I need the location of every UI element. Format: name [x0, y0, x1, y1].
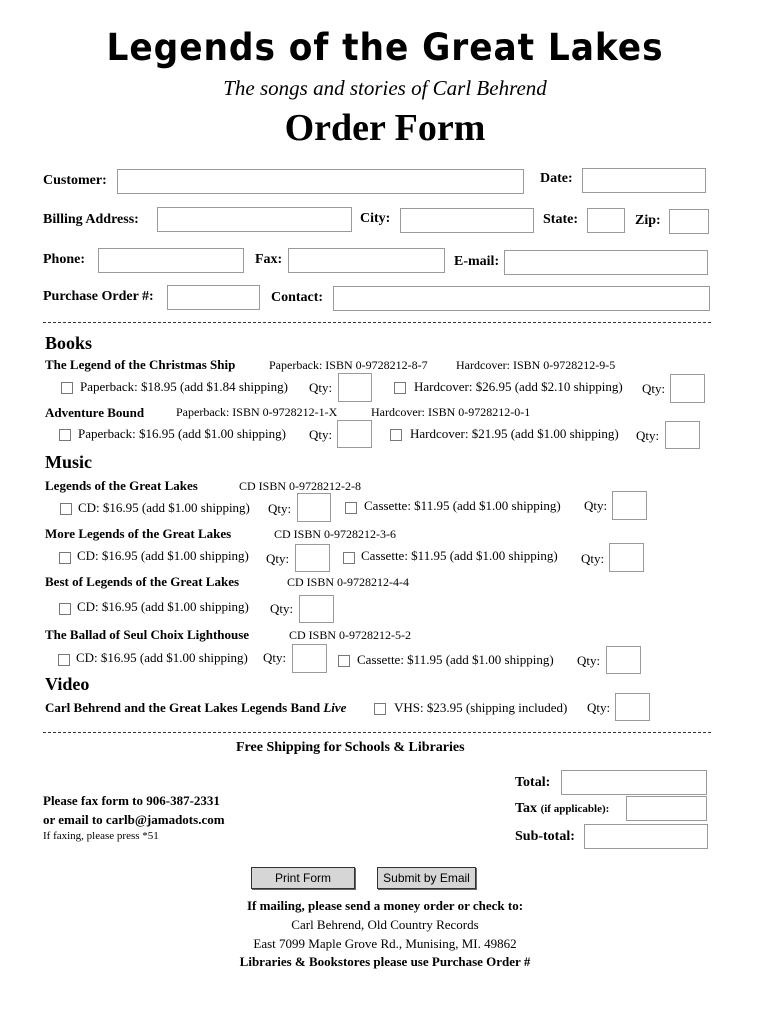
- purchase-order-label: Purchase Order #:: [43, 289, 154, 304]
- total-input[interactable]: [562, 771, 706, 794]
- state-label: State:: [543, 212, 578, 227]
- adventure-bound-hc-isbn: Hardcover: ISBN 0-9728212-0-1: [371, 405, 531, 419]
- qty-label: Qty:: [581, 551, 605, 566]
- best-legends-cd-qty[interactable]: [299, 595, 334, 623]
- phone-label: Phone:: [43, 252, 85, 267]
- tax-label-text: Tax: [515, 801, 538, 816]
- customer-label: Customer:: [43, 173, 107, 188]
- qty-input[interactable]: [671, 375, 704, 402]
- qty-input[interactable]: [613, 492, 646, 519]
- video-live-text: Live: [323, 700, 347, 715]
- christmas-ship-pb-checkbox[interactable]: [61, 382, 73, 394]
- billing-address-field[interactable]: [157, 207, 352, 232]
- qty-input[interactable]: [338, 421, 371, 447]
- subtotal-label: Sub-total:: [515, 829, 575, 844]
- qty-input[interactable]: [298, 494, 330, 521]
- qty-input[interactable]: [610, 544, 643, 571]
- qty-label: Qty:: [577, 653, 601, 668]
- vhs-checkbox[interactable]: [374, 703, 386, 715]
- ballad-cassette-option: Cassette: $11.95 (add $1.00 shipping): [357, 652, 554, 667]
- subtotal-field[interactable]: [584, 824, 708, 849]
- state-input[interactable]: [588, 209, 624, 232]
- zip-input[interactable]: [670, 210, 708, 233]
- form-title: Order Form: [284, 107, 486, 149]
- adventure-bound-pb-isbn: Paperback: ISBN 0-9728212-1-X: [176, 405, 338, 419]
- christmas-ship-hc-qty[interactable]: [670, 374, 705, 403]
- mailing-address: East 7099 Maple Grove Rd., Munising, MI. 49862: [253, 936, 517, 951]
- legends-isbn: CD ISBN 0-9728212-2-8: [239, 479, 361, 493]
- fax-instruction: Please fax form to 906-387-2331: [43, 793, 220, 808]
- phone-input[interactable]: [99, 249, 243, 272]
- customer-field[interactable]: [117, 169, 524, 194]
- qty-label: Qty:: [587, 700, 611, 715]
- billing-address-input[interactable]: [158, 208, 351, 231]
- more-legends-title: More Legends of the Great Lakes: [45, 526, 232, 541]
- phone-field[interactable]: [98, 248, 244, 273]
- mailing-instruction: If mailing, please send a money order or check to:: [246, 898, 524, 913]
- tax-note: (if applicable):: [540, 803, 610, 815]
- contact-field[interactable]: [333, 286, 710, 311]
- more-legends-cd-qty[interactable]: [295, 544, 330, 572]
- qty-input[interactable]: [296, 545, 329, 571]
- legends-cd-qty[interactable]: [297, 493, 331, 522]
- more-legends-cd-option: CD: $16.95 (add $1.00 shipping): [77, 548, 249, 563]
- zip-field[interactable]: [669, 209, 709, 234]
- contact-input[interactable]: [334, 287, 709, 310]
- qty-label: Qty:: [266, 551, 290, 566]
- divider-bottom: [43, 732, 711, 733]
- best-legends-title: Best of Legends of the Great Lakes: [45, 574, 240, 589]
- christmas-ship-hc-option: Hardcover: $26.95 (add $2.10 shipping): [414, 379, 623, 394]
- more-legends-cassette-option: Cassette: $11.95 (add $1.00 shipping): [361, 548, 558, 563]
- christmas-ship-hc-isbn: Hardcover: ISBN 0-9728212-9-5: [456, 358, 616, 372]
- city-field[interactable]: [400, 208, 534, 233]
- ballad-cassette-qty[interactable]: [606, 646, 641, 674]
- video-title-text: Carl Behrend and the Great Lakes Legends Band: [45, 700, 321, 715]
- video-title: [45, 700, 346, 716]
- qty-label: Qty:: [263, 650, 287, 665]
- zip-label: Zip:: [635, 213, 661, 228]
- qty-input[interactable]: [666, 422, 699, 448]
- qty-label: Qty:: [309, 380, 333, 395]
- email-label: E-mail:: [454, 254, 500, 269]
- purchase-order-note: Libraries & Bookstores please use Purchase Order #: [239, 954, 531, 969]
- adventure-bound-hc-option: Hardcover: $21.95 (add $1.00 shipping): [410, 426, 619, 441]
- ballad-cd-option: CD: $16.95 (add $1.00 shipping): [76, 650, 248, 665]
- adventure-bound-pb-option: Paperback: $16.95 (add $1.00 shipping): [78, 426, 286, 441]
- legends-title: Legends of the Great Lakes: [45, 478, 198, 493]
- billing-address-label: Billing Address:: [43, 212, 139, 227]
- tax-input[interactable]: [627, 797, 706, 820]
- fax-field[interactable]: [288, 248, 445, 273]
- qty-input[interactable]: [293, 645, 326, 672]
- books-heading: Books: [45, 333, 93, 353]
- adventure-bound-hc-checkbox[interactable]: [390, 429, 402, 441]
- fax-press-note: If faxing, please press *51: [43, 830, 159, 842]
- fax-input[interactable]: [289, 249, 444, 272]
- tax-label: [515, 801, 609, 817]
- free-shipping-note: Free Shipping for Schools & Libraries: [236, 740, 465, 755]
- legends-cassette-option: Cassette: $11.95 (add $1.00 shipping): [364, 498, 561, 513]
- qty-label: Qty:: [636, 428, 660, 443]
- contact-label: Contact:: [271, 290, 324, 305]
- qty-input[interactable]: [300, 596, 333, 622]
- qty-label: Qty:: [270, 601, 294, 616]
- qty-input[interactable]: [607, 647, 640, 673]
- mailing-name: Carl Behrend, Old Country Records: [291, 917, 479, 932]
- ballad-title: The Ballad of Seul Choix Lighthouse: [45, 627, 250, 642]
- city-input[interactable]: [401, 209, 533, 232]
- qty-label: Qty:: [268, 501, 292, 516]
- total-field[interactable]: [561, 770, 707, 795]
- purchase-order-field[interactable]: [167, 285, 260, 310]
- total-label: Total:: [515, 775, 551, 790]
- christmas-ship-hc-checkbox[interactable]: [394, 382, 406, 394]
- christmas-ship-pb-option: Paperback: $18.95 (add $1.84 shipping): [80, 379, 288, 394]
- print-form-button[interactable]: Print Form: [251, 867, 355, 889]
- date-label: Date:: [540, 171, 573, 186]
- divider-top: [43, 322, 711, 323]
- vhs-option: VHS: $23.95 (shipping included): [394, 700, 568, 715]
- adventure-bound-pb-checkbox[interactable]: [59, 429, 71, 441]
- best-legends-cd-checkbox[interactable]: [59, 603, 71, 615]
- date-field[interactable]: [582, 168, 706, 193]
- state-field[interactable]: [587, 208, 625, 233]
- page-title: Legends of the Great Lakes: [106, 26, 664, 69]
- city-label: City:: [360, 211, 391, 226]
- qty-label: Qty:: [309, 427, 333, 442]
- tax-field[interactable]: [626, 796, 707, 821]
- music-heading: Music: [45, 452, 92, 472]
- more-legends-cassette-checkbox[interactable]: [343, 552, 355, 564]
- more-legends-cassette-qty[interactable]: [609, 543, 644, 572]
- legends-cd-checkbox[interactable]: [60, 503, 72, 515]
- christmas-ship-pb-isbn: Paperback: ISBN 0-9728212-8-7: [269, 358, 428, 372]
- subtotal-input[interactable]: [585, 825, 707, 848]
- christmas-ship-pb-qty[interactable]: [338, 373, 372, 402]
- purchase-order-input[interactable]: [168, 286, 259, 309]
- qty-label: Qty:: [642, 381, 666, 396]
- email-instruction: or email to carlb@jamadots.com: [43, 812, 225, 827]
- qty-label: Qty:: [584, 498, 608, 513]
- christmas-ship-title: The Legend of the Christmas Ship: [45, 357, 236, 372]
- more-legends-isbn: CD ISBN 0-9728212-3-6: [274, 527, 396, 541]
- adventure-bound-pb-qty[interactable]: [337, 420, 372, 448]
- date-input[interactable]: [583, 169, 705, 192]
- email-input[interactable]: [505, 251, 707, 274]
- best-legends-cd-option: CD: $16.95 (add $1.00 shipping): [77, 599, 249, 614]
- vhs-qty[interactable]: [615, 693, 650, 721]
- submit-email-button[interactable]: Submit by Email: [377, 867, 476, 889]
- ballad-cd-qty[interactable]: [292, 644, 327, 673]
- customer-input[interactable]: [118, 170, 523, 193]
- best-legends-isbn: CD ISBN 0-9728212-4-4: [287, 575, 409, 589]
- ballad-isbn: CD ISBN 0-9728212-5-2: [289, 628, 411, 642]
- legends-cassette-checkbox[interactable]: [345, 502, 357, 514]
- legends-cd-option: CD: $16.95 (add $1.00 shipping): [78, 500, 250, 515]
- qty-input[interactable]: [339, 374, 371, 401]
- legends-cassette-qty[interactable]: [612, 491, 647, 520]
- more-legends-cd-checkbox[interactable]: [59, 552, 71, 564]
- fax-label: Fax:: [255, 252, 283, 267]
- page-subtitle: The songs and stories of Carl Behrend: [223, 76, 547, 100]
- qty-input[interactable]: [616, 694, 649, 720]
- adventure-bound-title: Adventure Bound: [45, 405, 145, 420]
- ballad-cd-checkbox[interactable]: [58, 654, 70, 666]
- adventure-bound-hc-qty[interactable]: [665, 421, 700, 449]
- ballad-cassette-checkbox[interactable]: [338, 655, 350, 667]
- email-field[interactable]: [504, 250, 708, 275]
- video-heading: Video: [45, 674, 90, 694]
